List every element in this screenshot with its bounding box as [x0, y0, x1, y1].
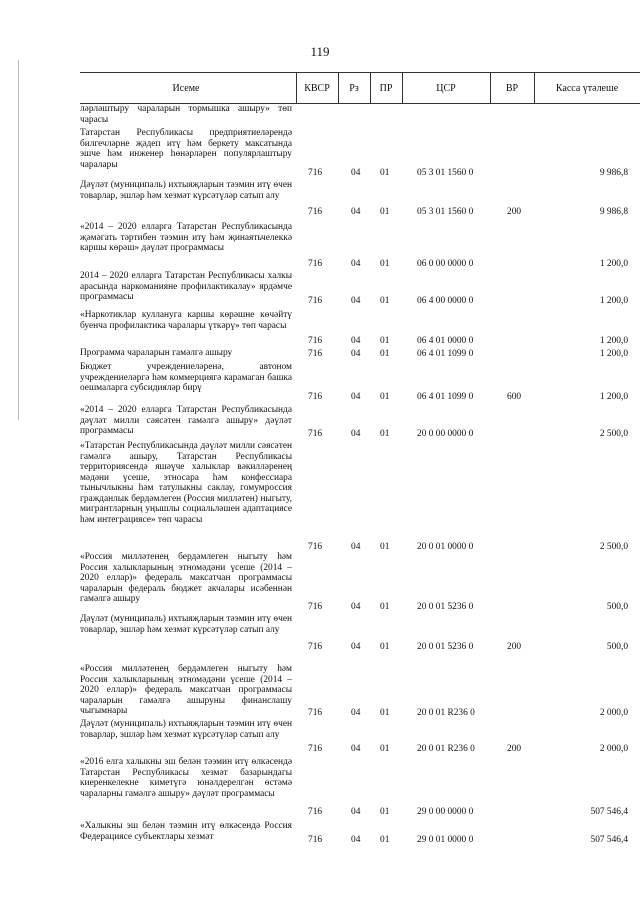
row-kvsr: 716 [308, 428, 323, 439]
row-csr: 20 0 01 R236 0 [417, 707, 475, 718]
table-row [80, 552, 640, 612]
row-pr: 01 [380, 707, 390, 718]
row-csr: 20 0 01 5236 0 [417, 601, 474, 612]
table-row [80, 757, 640, 817]
row-rz: 04 [351, 348, 361, 359]
row-kvsr: 716 [308, 258, 323, 269]
row-amount: 2 000,0 [599, 707, 628, 718]
row-pr: 01 [380, 428, 390, 439]
row-rz: 04 [351, 167, 361, 178]
row-name: Дәүләт (муниципаль) ихтыяҗларын тәэмин итү өчен товарлар, эшләр һәм хезмәт күрсәтүләр сатып алу [80, 180, 292, 201]
row-pr: 01 [380, 348, 390, 359]
header-kvsr: КВСР [304, 82, 330, 94]
row-csr: 20 0 01 5236 0 [417, 641, 474, 652]
row-rz: 04 [351, 295, 361, 306]
row-csr: 06 0 00 0000 0 [417, 258, 474, 269]
table-row [80, 614, 640, 652]
table-row [80, 362, 640, 402]
row-amount: 507 546,4 [590, 834, 628, 845]
row-pr: 01 [380, 541, 390, 552]
table-row [80, 104, 640, 126]
row-name: «Наркотиклар куллануга каршы көрәшне көчәйтү буенча профилактика чаралары үткәрү» төп чарасы [80, 310, 292, 331]
row-amount: 507 546,4 [590, 806, 628, 817]
row-rz: 04 [351, 806, 361, 817]
row-rz: 04 [351, 707, 361, 718]
row-vr: 200 [507, 206, 522, 217]
row-kvsr: 716 [308, 707, 323, 718]
row-kvsr: 716 [308, 806, 323, 817]
header-name: Исеме [172, 82, 200, 94]
row-amount: 1 200,0 [599, 348, 628, 359]
header-vr: ВР [505, 82, 519, 94]
row-kvsr: 716 [308, 206, 323, 217]
row-name: «Россия милләтенең бердәмлеген ныгыту һәм Россия халыкларының этномәдәни үсеше (2014 – 2020 еллар)» федераль максатчан программасы чараларын гамәлгә ашыруны финанслашу чыгымнары [80, 664, 292, 716]
row-rz: 04 [351, 428, 361, 439]
table-row [80, 719, 640, 754]
row-vr: 600 [507, 391, 522, 402]
table-row [80, 271, 640, 306]
table-row [80, 310, 640, 346]
row-kvsr: 716 [308, 743, 323, 754]
row-amount: 9 986,8 [599, 167, 628, 178]
row-amount: 2 000,0 [599, 743, 628, 754]
row-name: Программа чараларын гамәлгә ашыру [80, 348, 233, 358]
row-rz: 04 [351, 601, 361, 612]
table-row [80, 348, 640, 359]
row-name: 2014 – 2020 елларга Татарстан Республикасы халкы арасында наркоманияне профилактикалау» ярдәмче программасы [80, 271, 292, 302]
header-csr: ЦСР [436, 82, 456, 94]
row-name: «Россия милләтенең бердәмлеген ныгыту һәм Россия халыкларының этномәдәни үсеше (2014 – 2020 еллар)» федераль максатчан программасы чараларын федераль бюджет акчалары исәбеннән гамәлгә ашыру [80, 552, 292, 604]
row-name: Дәүләт (муниципаль) ихтыяҗларын тәэмин итү өчен товарлар, эшләр һәм хезмәт күрсәтүләр сатып алу [80, 614, 292, 635]
table-row [80, 180, 640, 217]
row-name: «2014 – 2020 елларга Татарстан Республикасында дәүләт милли сәясәтен гамәлгә ашыру» дәүләт программасы [80, 405, 292, 436]
table-row [80, 821, 640, 845]
row-rz: 04 [351, 641, 361, 652]
row-csr: 05 3 01 1560 0 [417, 206, 474, 217]
row-name: Бюджет учреждениеләренә, автоном учреждениеләргә һәм коммерциягә карамаган башка оешмаларга субсидияләр бирү [80, 362, 292, 393]
row-csr: 20 0 00 0000 0 [417, 428, 474, 439]
table-row [80, 128, 640, 178]
row-kvsr: 716 [308, 295, 323, 306]
row-kvsr: 716 [308, 335, 323, 346]
row-rz: 04 [351, 391, 361, 402]
row-rz: 04 [351, 258, 361, 269]
row-kvsr: 716 [308, 348, 323, 359]
row-kvsr: 716 [308, 391, 323, 402]
row-csr: 06 4 01 1099 0 [417, 348, 474, 359]
row-vr: 200 [507, 743, 522, 754]
row-name: ләрләштыру чараларын тормышка ашыру» төп чарасы [80, 104, 292, 125]
row-kvsr: 716 [308, 834, 323, 845]
row-csr: 20 0 01 0000 0 [417, 541, 474, 552]
row-name: «2014 – 2020 елларга Татарстан Республикасында җәмәгать тәртибен тәэмин итү һәм җинаятьчелеккә каршы көрәш» дәүләт программасы [80, 222, 292, 253]
row-pr: 01 [380, 258, 390, 269]
row-amount: 2 500,0 [599, 541, 628, 552]
row-kvsr: 716 [308, 167, 323, 178]
row-vr: 200 [507, 641, 522, 652]
row-name: «Халыкны эш белән тәэмин итү өлкәсендә Россия Федерациясе субъектлары хезмәт [80, 821, 292, 842]
row-pr: 01 [380, 295, 390, 306]
row-pr: 01 [380, 834, 390, 845]
header-amount: Касса үтәлеше [555, 82, 619, 94]
table-row [80, 222, 640, 269]
row-pr: 01 [380, 206, 390, 217]
row-kvsr: 716 [308, 601, 323, 612]
row-amount: 1 200,0 [599, 391, 628, 402]
binding-margin-line [18, 60, 19, 420]
row-amount: 2 500,0 [599, 428, 628, 439]
row-kvsr: 716 [308, 641, 323, 652]
row-csr: 29 0 00 0000 0 [417, 806, 474, 817]
row-rz: 04 [351, 335, 361, 346]
row-amount: 9 986,8 [599, 206, 628, 217]
header-pr: ПР [379, 82, 393, 94]
table-row [80, 664, 640, 718]
row-csr: 06 4 01 0000 0 [417, 335, 474, 346]
row-rz: 04 [351, 834, 361, 845]
row-kvsr: 716 [308, 541, 323, 552]
table-row [80, 405, 640, 439]
row-csr: 20 0 01 R236 0 [417, 743, 475, 754]
row-pr: 01 [380, 806, 390, 817]
row-name: Татарстан Республикасы предприятиеләрендә билгечләрне җәдеп итү һәм беркету максатында эшче һәм инженер һөнәрләрен популярлаштыру чаралары [80, 128, 292, 170]
row-pr: 01 [380, 641, 390, 652]
header-rz: Рз [349, 82, 359, 94]
row-name: «2016 елга халыкны эш белән тәэмин итү өлкәсендә Татарстан Республикасы хезмәт базарындагы киеренкелекне киметүгә юнәлдерелгән өстәмә чараларны гамәлгә ашыру» дәүләт программасы [80, 757, 292, 799]
table-row [80, 441, 640, 552]
row-rz: 04 [351, 541, 361, 552]
row-amount: 1 200,0 [599, 295, 628, 306]
row-csr: 06 4 00 0000 0 [417, 295, 474, 306]
row-amount: 1 200,0 [599, 258, 628, 269]
row-amount: 500,0 [606, 641, 628, 652]
row-amount: 500,0 [606, 601, 628, 612]
row-csr: 29 0 01 0000 0 [417, 834, 474, 845]
row-rz: 04 [351, 743, 361, 754]
row-pr: 01 [380, 391, 390, 402]
row-name: «Татарстан Республикасында дәүләт милли сәясәтен гамәлгә ашыру, Татарстан Республикасы территориясендә яшәүче халыклар вәкилләренең мәдәни үсеше, этносара һәм конфессиара тынычлыкны һәм татулыкны саклау, гомумроссия гражданлык бердәмлеген (Россия милләтен) ныгыту, мигрантларның уңышлы социальләшен адаптациясе һәм интеграциясе» төп чарасы [80, 441, 292, 525]
row-csr: 06 4 01 1099 0 [417, 391, 474, 402]
row-name: Дәүләт (муниципаль) ихтыяҗларын тәэмин итү өчен товарлар, эшләр һәм хезмәт күрсәтүләр сатып алу [80, 719, 292, 740]
table-header [80, 72, 640, 104]
row-pr: 01 [380, 743, 390, 754]
row-rz: 04 [351, 206, 361, 217]
row-pr: 01 [380, 167, 390, 178]
row-amount: 1 200,0 [599, 335, 628, 346]
row-pr: 01 [380, 601, 390, 612]
row-csr: 05 3 01 1560 0 [417, 167, 474, 178]
page-number: 119 [310, 44, 330, 59]
row-pr: 01 [380, 335, 390, 346]
